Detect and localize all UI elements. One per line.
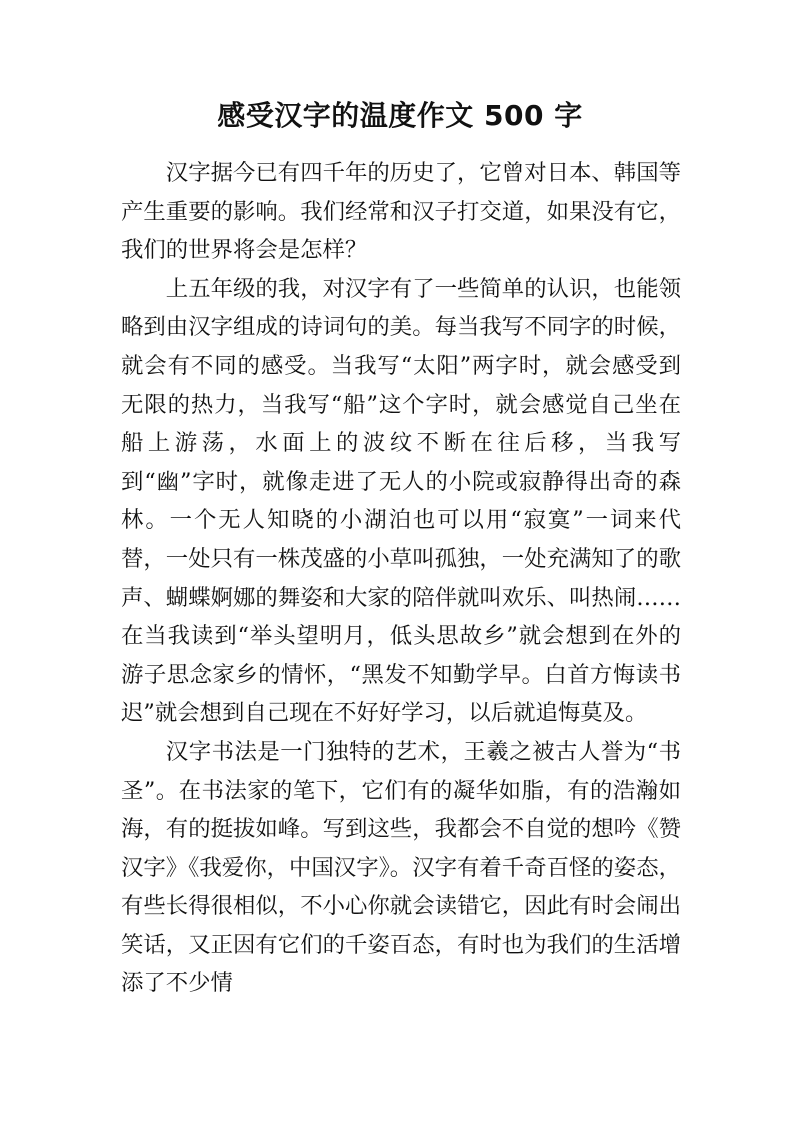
document-title: 感受汉字的温度作文 500 字 bbox=[217, 99, 583, 132]
document-body bbox=[121, 154, 681, 1003]
paragraph-3: 汉字书法是一门独特的艺术，王羲之被古人誉为“书圣”。在书法家的笔下，它们有的凝华如脂，有的浩瀚如海，有的挺拔如峰。写到这些，我都会不自觉的想吟《赞汉字》《我爱你，中国汉字》。汉字有着千奇百怪的姿态，有些长得很相似，不小心你就会读错它，因此有时会闹出笑话，又正因有它们的千姿百态，有时也为我们的生活增添了不少情 bbox=[121, 738, 681, 997]
paragraph-2: 上五年级的我，对汉字有了一些简单的认识，也能领略到由汉字组成的诗词句的美。每当我写不同字的时候，就会有不同的感受。当我写“太阳”两字时，就会感受到无限的热力，当我写“船”这个字时，就会感觉自己坐在船上游荡，水面上的波纹不断在往后移，当我写到“幽”字时，就像走进了无人的小院或寂静得出奇的森林。一个无人知晓的小湖泊也可以用“寂寞”一词来代替，一处只有一株茂盛的小草叫孤独，一处充满知了的歌声、蝴蝶婀娜的舞姿和大家的陪伴就叫欢乐、叫热闹……在当我读到“举头望明月，低头思故乡”就会想到在外的游子思念家乡的情怀，“黑发不知勤学早。白首方悔读书迟”就会想到自己现在不好好学习，以后就追悔莫及。 bbox=[121, 275, 681, 727]
paragraph-1: 汉字据今已有四千年的历史了，它曾对日本、韩国等产生重要的影响。我们经常和汉子打交道，如果没有它，我们的世界将会是怎样？ bbox=[121, 160, 681, 264]
